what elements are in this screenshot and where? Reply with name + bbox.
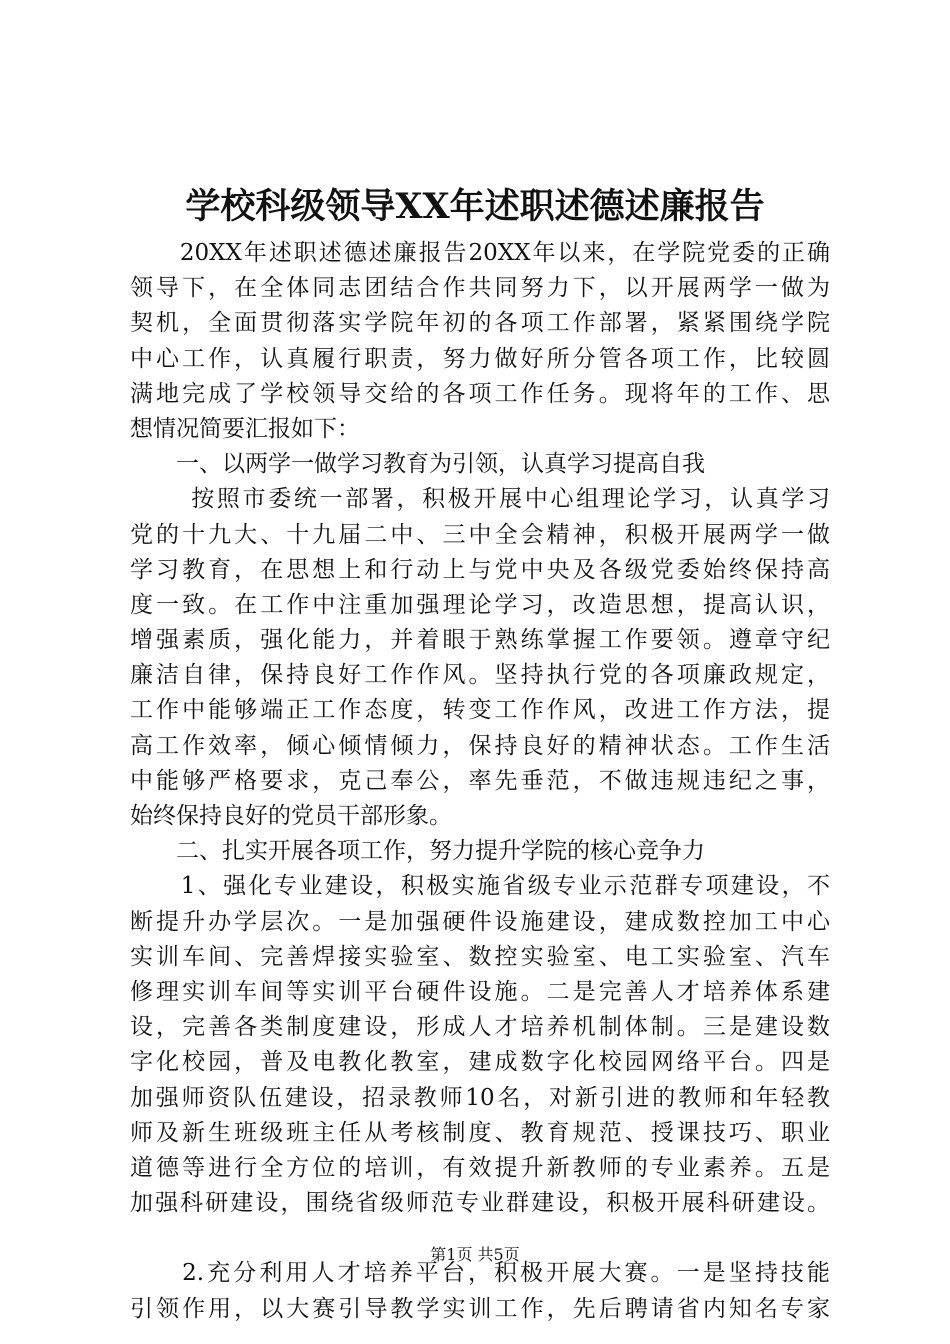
body-line: 2.充分利用人才培养平台，积极开展大赛。一是坚持技能 (130, 1260, 830, 1287)
body-line: 加强科研建设，围绕省级师范专业群建设，积极开展科研建设。 (130, 1190, 830, 1217)
body-line: 字化校园，普及电教化教室，建成数字化校园网络平台。四是 (130, 1049, 830, 1076)
body-line: 学习教育，在思想上和行动上与党中央及各级党委始终保持高 (130, 556, 830, 583)
body-line: 增强素质，强化能力，并着眼于熟练掌握工作要领。遵章守纪 (130, 627, 830, 654)
body-line: 加强师资队伍建设，招录教师10名，对新引进的教师和年轻教 (130, 1084, 830, 1111)
body-line: 道德等进行全方位的培训，有效提升新教师的专业素养。五是 (130, 1154, 830, 1181)
body-line: 廉洁自律，保持良好工作作风。坚持执行党的各项廉政规定， (130, 662, 830, 689)
document-title: 学校科级领导XX年述职述德述廉报告 (185, 186, 765, 227)
body-line: 实训车间、完善焊接实验室、数控实验室、电工实验室、汽车 (130, 943, 830, 970)
body-line: 按照市委统一部署，积极开展中心组理论学习，认真学习 (130, 486, 830, 513)
body-line: 引领作用，以大赛引导教学实训工作，先后聘请省内知名专家 (130, 1295, 830, 1322)
body-line: 满地完成了学校领导交给的各项工作任务。现将年的工作、思 (130, 380, 830, 407)
body-line: 修理实训车间等实训平台硬件设施。二是完善人才培养体系建 (130, 978, 830, 1005)
body-line: 想情况简要汇报如下： (130, 415, 360, 442)
body-line: 师及新生班级班主任从考核制度、教育规范、授课技巧、职业 (130, 1119, 830, 1146)
body-line: 二、扎实开展各项工作，努力提升学院的核心竞争力 (130, 838, 705, 865)
body-line: 一、以两学一做学习教育为引领，认真学习提高自我 (130, 451, 705, 478)
body-line: 度一致。在工作中注重加强理论学习，改造思想，提高认识， (130, 591, 830, 618)
page-footer: 第1页 共5页 (430, 1245, 520, 1264)
body-line: 中能够严格要求，克己奉公，率先垂范，不做违规违纪之事， (130, 767, 830, 794)
body-line: 工作中能够端正工作态度，转变工作作风，改进工作方法，提 (130, 697, 830, 724)
body-line: 设，完善各类制度建设，形成人才培养机制体制。三是建设数 (130, 1014, 830, 1041)
body-line: 20XX年述职述德述廉报告20XX年以来，在学院党委的正确 (130, 240, 830, 266)
body-line: 始终保持良好的党员干部形象。 (130, 803, 452, 829)
body-line: 党的十九大、十九届二中、三中全会精神，积极开展两学一做 (130, 521, 830, 548)
body-line: 断提升办学层次。一是加强硬件设施建设，建成数控加工中心 (130, 908, 830, 935)
body-line: 1、强化专业建设，积极实施省级专业示范群专项建设，不 (130, 873, 830, 900)
body-line: 领导下，在全体同志团结合作共同努力下，以开展两学一做为 (130, 275, 830, 302)
body-line: 高工作效率，倾心倾情倾力，保持良好的精神状态。工作生活 (130, 732, 830, 759)
document-body (130, 236, 830, 1327)
body-line: 中心工作，认真履行职责，努力做好所分管各项工作，比较圆 (130, 345, 830, 372)
body-line: 契机，全面贯彻落实学院年初的各项工作部署，紧紧围绕学院 (130, 310, 830, 337)
